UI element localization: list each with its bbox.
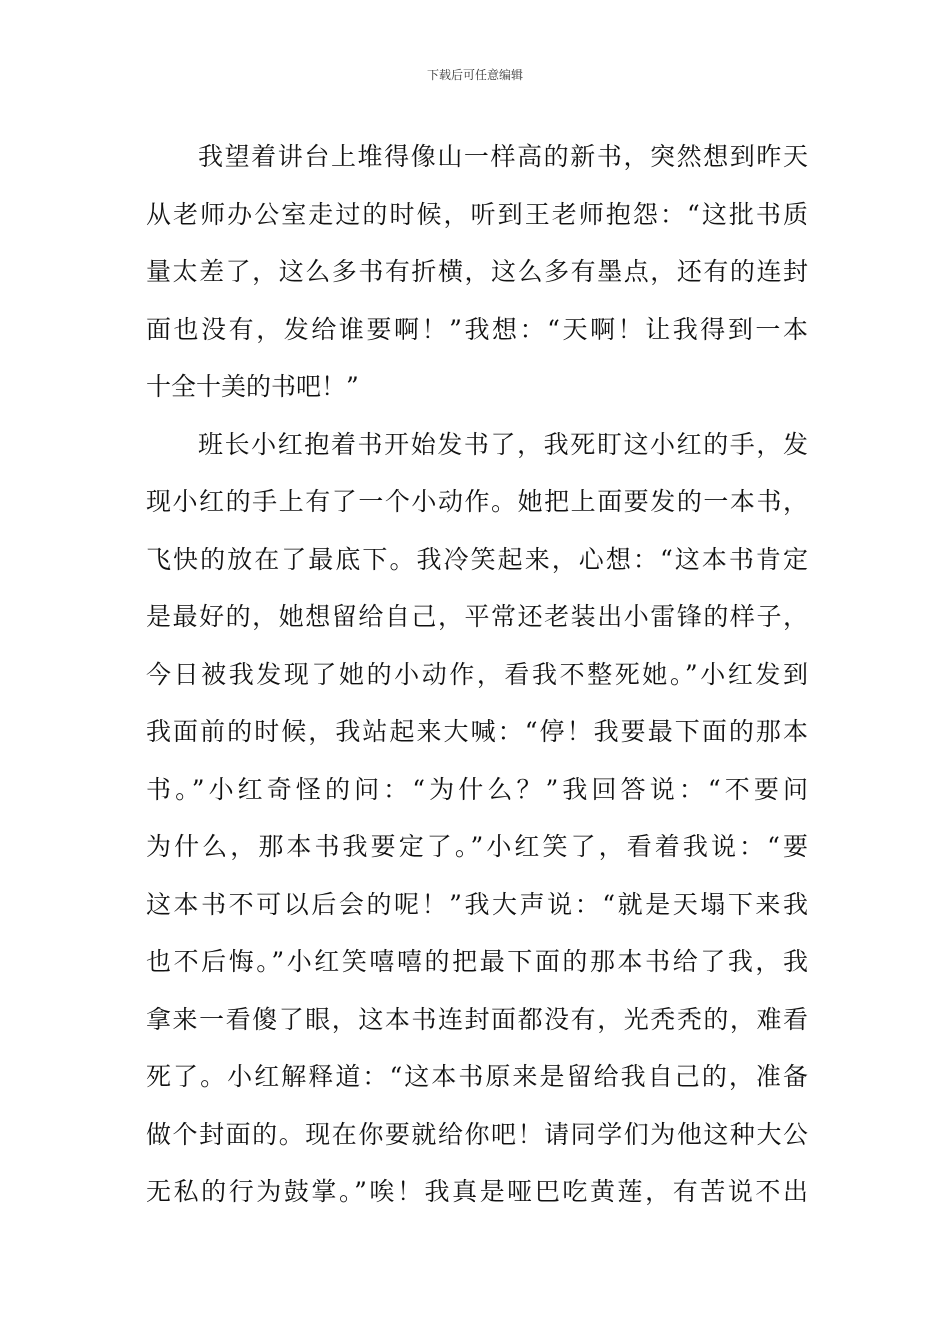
text-line: 也不后悔。”小红笑嘻嘻的把最下面的那本书给了我，我 <box>146 947 808 976</box>
text-line: 十全十美的书吧！” <box>146 372 359 401</box>
text-line: 量太差了，这么多书有折横，这么多有墨点，还有的连封 <box>146 257 808 286</box>
document-body <box>146 128 808 1221</box>
text-line: 班长小红抱着书开始发书了，我死盯这小红的手，发 <box>198 429 808 459</box>
text-line: 今日被我发现了她的小动作，看我不整死她。”小红发到 <box>146 659 808 689</box>
text-line: 我面前的时候，我站起来大喊：“停！我要最下面的那本 <box>146 717 808 746</box>
text-line: 飞快的放在了最底下。我冷笑起来，心想：“这本书肯定 <box>146 544 808 574</box>
text-line: 我望着讲台上堆得像山一样高的新书，突然想到昨天 <box>198 142 808 171</box>
text-line: 死了。小红解释道：“这本书原来是留给我自己的，准备 <box>146 1062 808 1091</box>
text-line: 是最好的，她想留给自己，平常还老装出小雷锋的样子， <box>146 602 808 631</box>
text-line: 拿来一看傻了眼，这本书连封面都没有，光秃秃的，难看 <box>146 1004 808 1034</box>
text-line: 面也没有，发给谁要啊！”我想：“天啊！让我得到一本 <box>146 314 808 344</box>
text-line: 从老师办公室走过的时候，听到王老师抱怨：“这批书质 <box>146 199 808 229</box>
text-line: 这本书不可以后会的呢！”我大声说：“就是天塌下来我 <box>146 889 808 919</box>
text-line: 做个封面的。现在你要就给你吧！请同学们为他这种大公 <box>146 1119 808 1149</box>
paragraph-2 <box>146 416 808 1221</box>
paragraph-1 <box>146 128 808 416</box>
text-line: 无私的行为鼓掌。”唉！我真是哑巴吃黄莲，有苦说不出 <box>146 1177 808 1206</box>
text-line: 为什么，那本书我要定了。”小红笑了，看着我说：“要 <box>146 832 808 861</box>
text-line: 书。”小红奇怪的问：“为什么？”我回答说：“不要问 <box>146 774 808 804</box>
text-line: 现小红的手上有了一个小动作。她把上面要发的一本书， <box>146 487 808 516</box>
page-header: 下载后可任意编辑 <box>426 68 523 82</box>
